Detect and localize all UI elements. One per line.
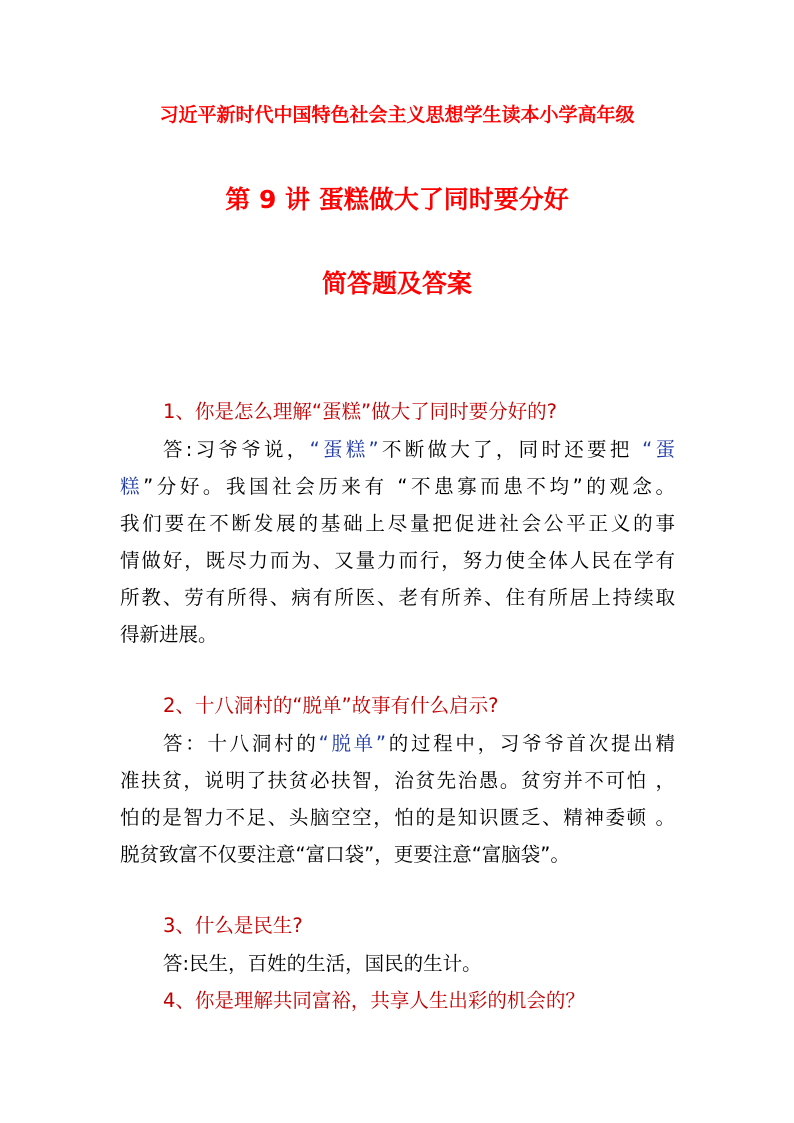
answer-text: 情做好，既尽力而为、又量力而行，努力使全体人民在学有 xyxy=(120,549,675,572)
answer-line xyxy=(120,542,675,579)
answer-text: 的过程中，习爷爷首次提出精 xyxy=(386,732,675,755)
answer-line xyxy=(120,616,675,653)
question-2: 2、十八洞村的“脱单”故事有什么启示? xyxy=(163,694,499,717)
answer-1 xyxy=(120,431,675,653)
answer-line xyxy=(120,505,675,542)
answer-text: 不断做大了，同时还要把 xyxy=(378,438,643,461)
series-title: 习近平新时代中国特色社会主义思想学生读本小学高年级 xyxy=(159,104,635,126)
answer-line xyxy=(120,762,675,799)
answer-text: ”分好。我国社会历来有 “不患寡而患不均”的观念。 xyxy=(143,475,675,498)
answer-text: 得新进展。 xyxy=(120,623,218,646)
lesson-title: 第 9 讲 蛋糕做大了同时要分好 xyxy=(225,185,569,214)
answer-line xyxy=(120,468,675,505)
answer-text: 答:习爷爷说， xyxy=(163,438,310,461)
answer-line xyxy=(120,725,675,762)
answer-text: 怕的是智力不足、头脑空空，怕的是知识匮乏、精神委顿 。 xyxy=(120,806,675,829)
answer-2 xyxy=(120,725,675,873)
document-subtitle: 简答题及答案 xyxy=(321,269,472,298)
answer-line xyxy=(120,945,675,982)
answer-text: 答：十八洞村的 xyxy=(163,732,319,755)
highlighted-term: “蛋 xyxy=(642,438,675,461)
highlighted-term: “蛋糕” xyxy=(309,438,379,461)
answer-text: 所教、劳有所得、病有所医、老有所养、住有所居上持续取 xyxy=(120,586,675,609)
answer-text: 答:民生，百姓的生活，国民的生计。 xyxy=(163,952,482,975)
answer-3 xyxy=(120,945,675,982)
highlighted-term: “脱单” xyxy=(318,732,386,755)
answer-line xyxy=(120,431,675,468)
answer-line xyxy=(120,579,675,616)
answer-text: 我们要在不断发展的基础上尽量把促进社会公平正义的事 xyxy=(120,512,675,535)
highlighted-term: 糕 xyxy=(120,475,144,498)
question-4: 4、你是理解共同富裕，共享人生出彩的机会的？ xyxy=(163,989,585,1012)
answer-text: 准扶贫，说明了扶贫必扶智，治贫先治愚。贫穷并不可怕 ， xyxy=(120,769,675,792)
answer-line xyxy=(120,799,675,836)
question-3: 3、什么是民生? xyxy=(163,914,303,937)
question-1: 1、你是怎么理解“蛋糕”做大了同时要分好的? xyxy=(163,400,557,423)
answer-line xyxy=(120,836,675,873)
answer-text: 脱贫致富不仅要注意“富口袋”，更要注意“富脑袋”。 xyxy=(120,843,570,866)
